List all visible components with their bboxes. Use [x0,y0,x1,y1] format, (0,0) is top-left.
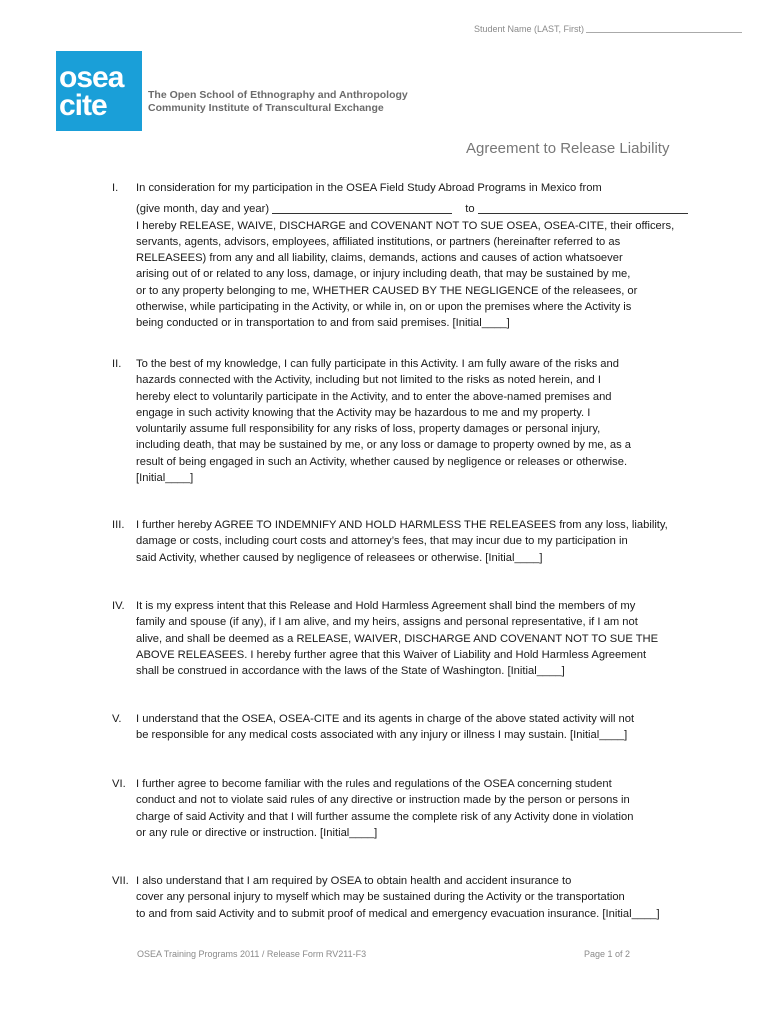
section-number: VII. [112,875,129,887]
dates-label: (give month, day and year) [136,203,270,216]
section-body [136,356,706,486]
logo-word-osea: osea [59,61,124,94]
section-line: servants, agents, advisors, employees, affiliated institutions, or partners (hereinafter referred to as [136,235,621,248]
student-name-field[interactable] [474,24,742,34]
section-line: engage in such activity knowing that the Activity may be hazardous to me and my property. I [136,406,591,419]
section-body [136,776,706,841]
section-line: I further hereby AGREE TO INDEMNIFY AND HOLD HARMLESS THE RELEASEES from any loss, liability, [136,519,668,531]
section-number: IV. [112,600,125,612]
section-number: III. [112,519,125,531]
section-number: II. [112,358,122,370]
section-line: In consideration for my participation in the OSEA Field Study Abroad Programs in Mexico from [136,182,602,194]
section-line: result of being engaged in such an Activity, whether caused by negligence or releases or otherwise. [136,455,628,468]
section-number: I. [112,182,119,194]
end-date-field[interactable] [478,201,688,214]
section-number: V. [112,713,122,725]
org-line-2: Community Institute of Transcultural Exchange [148,102,384,114]
section-number: VI. [112,778,126,790]
start-date-field[interactable] [272,201,452,214]
section-line-initial: shall be construed in accordance with the laws of the State of Washington. [Initial____] [136,665,565,678]
section-line: or to any property belonging to me, WHETHER CAUSED BY THE NEGLIGENCE of the releasees, or [136,284,638,297]
section-line: I understand that the OSEA, OSEA-CITE and its agents in charge of the above stated activity will not [136,713,635,725]
org-line-1: The Open School of Ethnography and Anthropology [148,89,408,101]
section-line: damage or costs, including court costs and attorney’s fees, that may incur due to my participation in [136,535,628,548]
section-line: alive, and shall be deemed as a RELEASE, WAIVER, DISCHARGE AND COVENANT NOT TO SUE THE [136,632,659,645]
section-line: hereby elect to voluntarily participate in the Activity, and to enter the above-named premises and [136,390,612,403]
osea-cite-logo [56,51,142,131]
section-line-initial: [Initial____] [136,472,194,485]
section-line: family and spouse (if any), if I am alive, and my heirs, assigns and personal representative, if I am not [136,616,638,629]
section-line-initial: or any rule or directive or instruction. [Initial____] [136,826,378,839]
section-line: conduct and not to violate said rules of any directive or instruction made by the person or persons in [136,794,630,807]
section-line-initial: be responsible for any medical costs associated with any injury or illness I may sustain. [Initial____] [136,729,628,742]
section-body [136,873,706,922]
section-line: RELEASEES) from any and all liability, claims, demands, actions and causes of action whatsoever [136,252,623,265]
section-line-initial: to and from said Activity and to submit proof of medical and emergency evacuation insurance. [Initial____] [136,907,660,920]
section-line: hazards connected with the Activity, including but not limited to the risks as noted herein, and I [136,374,601,387]
section-line-initial: being conducted or in transportation to and from said premises. [Initial____] [136,317,510,330]
section-line: It is my express intent that this Release and Hold Harmless Agreement shall bind the members of my [136,600,636,612]
footer-page-number: Page 1 of 2 [584,949,631,959]
section-line: including death, that may be sustained by me, or any loss or damage to property owned by me, as a [136,439,632,452]
section-line: charge of said Activity and that I will further assume the complete risk of any Activity done in violation [136,810,634,823]
section-line: To the best of my knowledge, I can fully participate in this Activity. I am fully aware of the risks and [136,358,619,370]
logo-word-cite: cite [59,89,107,122]
section-line: cover any personal injury to myself which may be sustained during the Activity or the transportation [136,891,625,904]
section-body [136,517,706,566]
section-line: I further agree to become familiar with the rules and regulations of the OSEA concerning student [136,778,612,790]
document-title: Agreement to Release Liability [466,140,670,157]
section-line: I also understand that I am required by OSEA to obtain health and accident insurance to [136,875,572,887]
section-line: otherwise, while participating in the Activity, or while in, on or upon the premises where the Activity is [136,301,632,314]
section-body [136,180,706,332]
section-body [136,711,706,744]
section-line: I hereby RELEASE, WAIVE, DISCHARGE and COVENANT NOT TO SUE OSEA, OSEA-CITE, their officers, [136,219,675,232]
organization-name [148,89,408,115]
dates-line [136,201,706,217]
section-line: ABOVE RELEASEES. I hereby further agree that this Waiver of Liability and Hold Harmless Agreement [136,648,647,661]
student-name-line[interactable] [586,32,742,33]
section-line: arising out of or related to any loss, damage, or injury including death, that may be sustained by me, [136,268,631,281]
footer-form-id: OSEA Training Programs 2011 / Release Form RV211-F3 [137,949,367,959]
section-body [136,598,706,679]
student-name-label: Student Name (LAST, First) [474,24,585,34]
dates-to-label: to [465,203,475,216]
section-line: voluntarily assume full responsibility for any risks of loss, property damages or personal injury, [136,423,601,436]
section-line-initial: said Activity, whether caused by negligence of releasees or otherwise. [Initial____] [136,551,543,564]
